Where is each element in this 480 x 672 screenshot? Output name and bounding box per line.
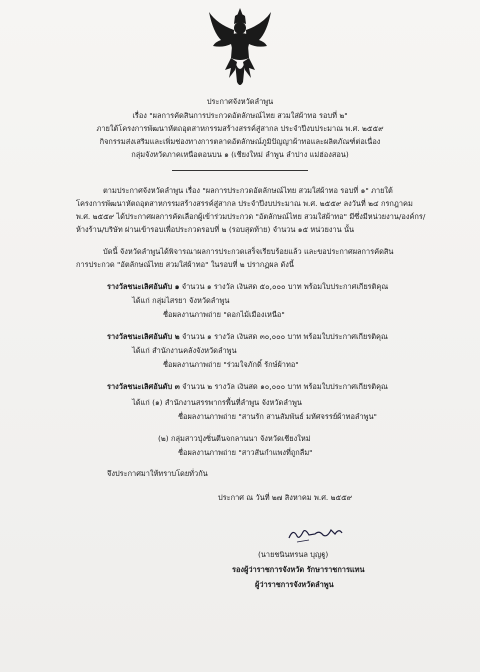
subject-line-3: กิจกรรมส่งเสริมและเพิ่มช่องทางการตลาดอัตลักษณ์ภูมิปัญญาผ้าทอและผลิตภัณฑ์ต่อเนื่อง [99, 137, 381, 146]
signatory-title-1: รองผู้ว่าราชการจังหวัด รักษาราชการแทน [232, 565, 365, 574]
award-1-heading [107, 281, 388, 293]
award-1-work: ชื่อผลงานภาพถ่าย "ดอกไม้เมืองเหนือ" [163, 310, 285, 319]
paragraph-1-line-4: ห้างร้าน/บริษัท ผ่านเข้ารอบเพื่อประกวดรอบที่ ๒ (รอบสุดท้าย) จำนวน ๑๕ หน่วยงาน นั้น [76, 225, 355, 234]
award-2-title: รางวัลชนะเลิศอันดับ ๒ [107, 332, 180, 341]
award-3-title: รางวัลชนะเลิศอันดับ ๓ [107, 382, 180, 391]
subject-line: เรื่อง "ผลการคัดสินการประกวดอัตลักษณ์ไทย สวมใส่ผ้าทอ รอบที่ ๒" [132, 111, 348, 120]
issuer-heading: ประกาศจังหวัดลำพูน [206, 97, 274, 106]
award-3-work-1: ชื่อผลงานภาพถ่าย "สานรัก สานสัมพันธ์ มหัศจรรย์ผ้าทอลำพูน" [178, 412, 377, 421]
signatory-title-2: ผู้ว่าราชการจังหวัดลำพูน [255, 580, 334, 589]
award-3-winner-1: ได้แก่ (๑) สำนักงานสรรพากรพื้นที่ลำพูน จังหวัดลำพูน [132, 398, 302, 407]
signatory-name: (นายชนินทรนล บุญฐู) [258, 550, 329, 559]
award-2-work: ชื่อผลงานภาพถ่าย "ร่วมใจภักดิ์ รักษ์ผ้าทอ" [163, 360, 299, 369]
paragraph-2-line-1: บัดนี้ จังหวัดลำพูนได้พิจารณาผลการประกวดเสร็จเรียบร้อยแล้ว และขอประกาศผลการคัดสิน [103, 247, 394, 256]
announcement-date: ประกาศ ณ วันที่ ๒๗ สิงหาคม พ.ศ. ๒๕๕๙ [218, 493, 353, 502]
award-1-winner: ได้แก่ กลุ่มไสรยา จังหวัดลำพูน [132, 296, 230, 305]
award-1-detail: จำนวน ๑ รางวัล เงินสด ๕๐,๐๐๐ บาท พร้อมใบประกาศเกียรติคุณ [179, 282, 389, 291]
paragraph-1-line-2: โครงการพัฒนาหัตถอุตสาหกรรมสร้างสรรค์สู่สากล ประจำปีงบประมาณ พ.ศ. ๒๕๕๙ ลงวันที่ ๒๔ กรกฎาคม [76, 199, 413, 208]
closing-statement: จึงประกาศมาให้ทราบโดยทั่วกัน [107, 469, 208, 478]
paragraph-2-line-2: การประกวด "อัตลักษณ์ไทย สวมใส่ผ้าทอ" ในรอบที่ ๒ ปรากฏผล ดังนี้ [76, 260, 294, 269]
award-3-heading [107, 381, 388, 393]
paragraph-1-line-1: ตามประกาศจังหวัดลำพูน เรื่อง "ผลการประกวดอัตลักษณ์ไทย สวมใส่ผ้าทอ รอบที่ ๑" ภายใต้ [103, 186, 393, 195]
award-2-detail: จำนวน ๑ รางวัล เงินสด ๓๐,๐๐๐ บาท พร้อมใบประกาศเกียรติคุณ [179, 332, 388, 341]
award-2-winner: ได้แก่ สำนักงานคลังจังหวัดลำพูน [132, 346, 237, 355]
award-3-detail: จำนวน ๒ รางวัล เงินสด ๑๐,๐๐๐ บาท พร้อมใบประกาศเกียรติคุณ [179, 382, 388, 391]
paragraph-1-line-3: พ.ศ. ๒๕๕๙ ได้ประกาศผลการคัดเลือกผู้เข้าร่วมประกวด "อัตลักษณ์ไทย สวมใส่ผ้าทอ" มีซึ่งมีหน่วยงาน/องค์กร/ [76, 212, 426, 221]
subject-line-2: ภายใต้โครงการพัฒนาหัตถอุตสาหกรรมสร้างสรรค์สู่สากล ประจำปีงบประมาณ พ.ศ. ๒๕๕๙ [96, 124, 384, 133]
garuda-emblem-icon [207, 6, 273, 90]
header-divider [172, 170, 308, 171]
award-3-winner-2: (๒) กลุ่มสาวปุ่งซิ่นตีนจกลานนา จังหวัดเชียงใหม่ [158, 434, 311, 443]
handwritten-signature [285, 520, 345, 546]
award-3-work-2: ชื่อผลงานภาพถ่าย "สาวสันกำแพงที่ถูกลืม" [178, 448, 313, 457]
award-1-title: รางวัลชนะเลิศอันดับ ๑ [107, 282, 180, 291]
subject-line-4: กลุ่มจังหวัดภาคเหนือตอนบน ๑ (เชียงใหม่ ลำพูน ลำปาง แม่ฮ่องสอน) [131, 150, 349, 159]
award-2-heading [107, 331, 388, 343]
